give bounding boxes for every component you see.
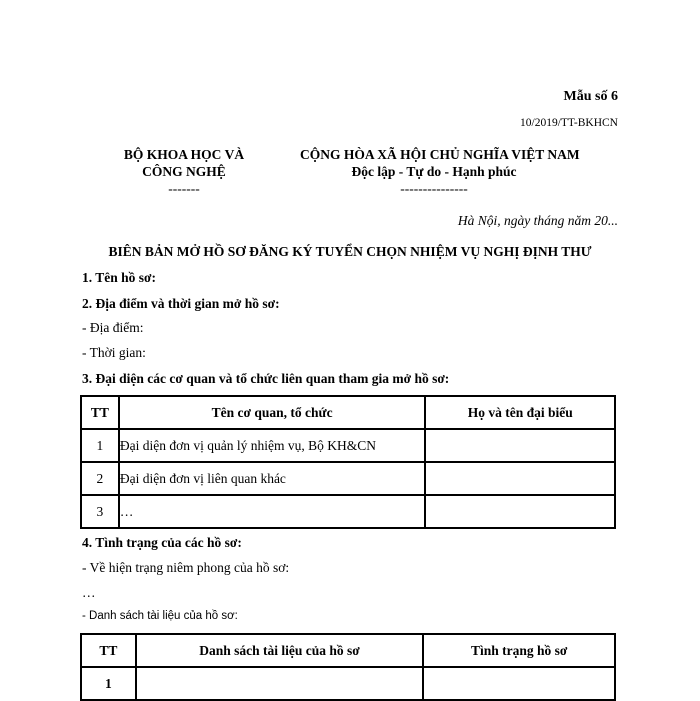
ministry-divider: ------- — [168, 181, 200, 196]
national-motto: Độc lập - Tự do - Hạnh phúc — [351, 164, 517, 179]
section-3-heading: 3. Đại diện các cơ quan và tổ chức liên quan tham gia mở hồ sơ: — [82, 371, 450, 386]
table-cell-index: 2 — [81, 462, 119, 495]
table-row — [81, 495, 615, 528]
section-1-heading: 1. Tên hồ sơ: — [82, 270, 156, 285]
section-4-document-list: - Danh sách tài liệu của hồ sơ: — [82, 610, 238, 622]
table-cell-representative[interactable] — [425, 462, 615, 495]
table-header-cell: Tình trạng hồ sơ — [423, 634, 615, 667]
section-4-seal-status: - Về hiện trạng niêm phong của hồ sơ: — [82, 560, 290, 575]
table-cell-organization: Đại diện đơn vị quản lý nhiệm vụ, Bộ KH&CN — [119, 429, 426, 462]
table-cell-representative[interactable] — [425, 429, 615, 462]
section-4-ellipsis: … — [82, 585, 96, 600]
documents-table — [80, 633, 616, 701]
national-divider: --------------- — [400, 181, 468, 196]
section-4-heading: 4. Tình trạng của các hồ sơ: — [82, 535, 242, 550]
table-header-cell: TT — [81, 634, 136, 667]
representatives-table — [80, 395, 616, 529]
table-cell-organization: Đại diện đơn vị liên quan khác — [119, 462, 426, 495]
ministry-name-line2: CÔNG NGHỆ — [142, 164, 226, 179]
table-cell-document[interactable] — [136, 667, 424, 700]
table-cell-index: 3 — [81, 495, 119, 528]
table-header-row — [81, 396, 615, 429]
section-2-place: - Địa điểm: — [82, 320, 144, 335]
table-row — [81, 429, 615, 462]
section-2-heading: 2. Địa điểm và thời gian mở hồ sơ: — [82, 296, 280, 311]
table-row — [81, 462, 615, 495]
place-date: Hà Nội, ngày tháng năm 20... — [457, 213, 618, 228]
table-header-row — [81, 634, 615, 667]
ministry-name-line1: BỘ KHOA HỌC VÀ — [123, 147, 245, 162]
table-cell-index: 1 — [81, 667, 136, 700]
table-row — [81, 667, 615, 700]
table-cell-organization: … — [119, 495, 426, 528]
table-header-cell: Danh sách tài liệu của hồ sơ — [136, 634, 424, 667]
table-cell-representative[interactable] — [425, 495, 615, 528]
ministry-header — [100, 146, 268, 197]
table-header-cell: Họ và tên đại biểu — [425, 396, 615, 429]
circular-reference: 10/2019/TT-BKHCN — [520, 117, 618, 129]
section-2-time: - Thời gian: — [82, 345, 146, 360]
national-header — [300, 146, 580, 197]
table-header-cell: TT — [81, 396, 119, 429]
document-title: BIÊN BẢN MỞ HỒ SƠ ĐĂNG KÝ TUYỂN CHỌN NHIỆM VỤ NGHỊ ĐỊNH THƯ — [108, 244, 592, 259]
table-header-cell: Tên cơ quan, tổ chức — [119, 396, 426, 429]
national-name: CỘNG HÒA XÃ HỘI CHỦ NGHĨA VIỆT NAM — [300, 147, 580, 162]
table-cell-status[interactable] — [423, 667, 615, 700]
form-number: Mẫu số 6 — [563, 89, 618, 104]
table-cell-index: 1 — [81, 429, 119, 462]
